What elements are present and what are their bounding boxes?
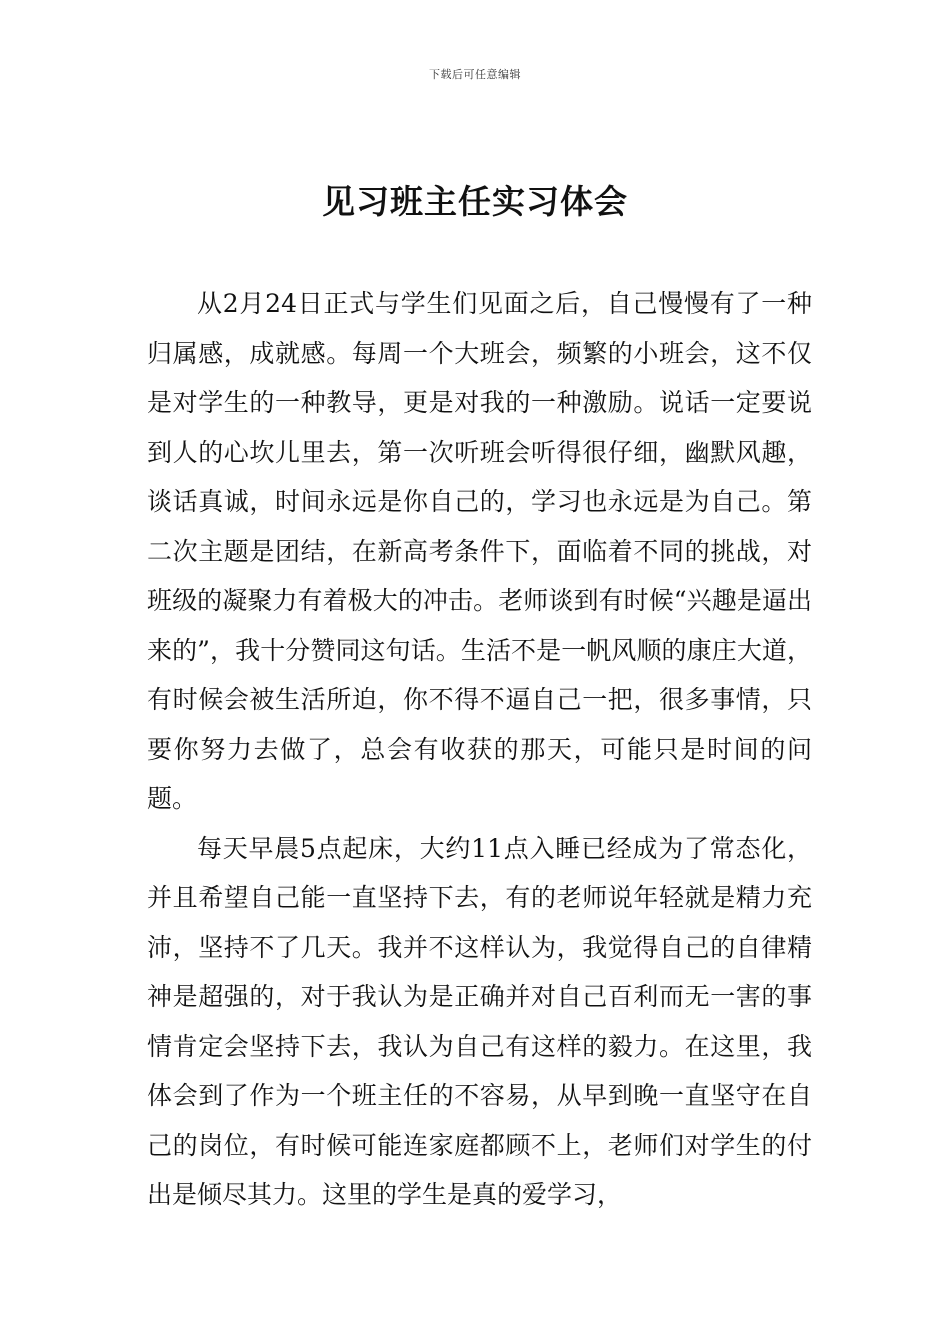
document-body <box>147 279 812 1220</box>
paragraph-1: 从2月24日正式与学生们见面之后，自己慢慢有了一种归属感，成就感。每周一个大班会，频繁的小班会，这不仅是对学生的一种教导，更是对我的一种激励。说话一定要说到人的心坎儿里去，第一次听班会听得很仔细，幽默风趣，谈话真诚，时间永远是你自己的，学习也永远是为自己。第二次主题是团结，在新高考条件下，面临着不同的挑战，对班级的凝聚力有着极大的冲击。老师谈到有时候“兴趣是逼出来的”，我十分赞同这句话。生活不是一帆风顺的康庄大道，有时候会被生活所迫，你不得不逼自己一把，很多事情，只要你努力去做了，总会有收获的那天，可能只是时间的问题。 <box>147 289 812 813</box>
paragraph-2: 每天早晨5点起床，大约11点入睡已经成为了常态化，并且希望自己能一直坚持下去，有的老师说年轻就是精力充沛，坚持不了几天。我并不这样认为，我觉得自己的自律精神是超强的，对于我认为是正确并对自己百利而无一害的事情肯定会坚持下去，我认为自己有这样的毅力。在这里，我体会到了作为一个班主任的不容易，从早到晚一直坚守在自己的岗位，有时候可能连家庭都顾不上，老师们对学生的付出是倾尽其力。这里的学生是真的爱学习， <box>147 833 812 1209</box>
header-note: 下载后可任意编辑 <box>429 68 521 81</box>
document-title: 见习班主任实习体会 <box>322 182 628 221</box>
